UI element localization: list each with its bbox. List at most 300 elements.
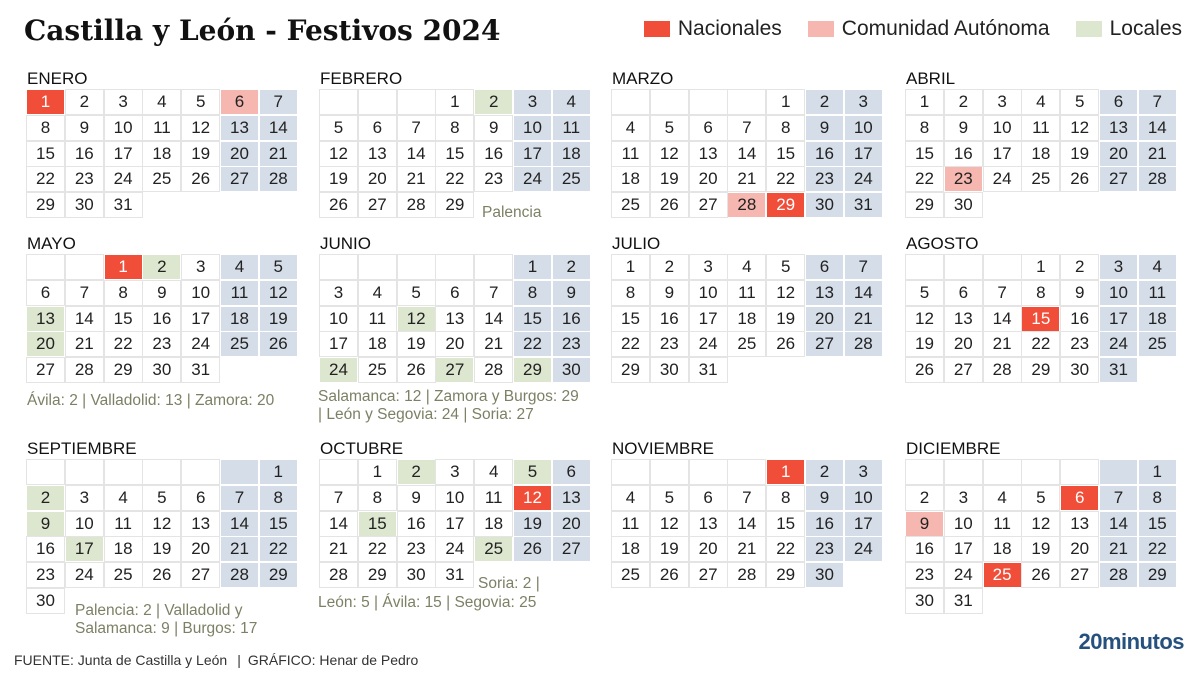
page-title: Castilla y León - Festivos 2024	[24, 14, 501, 47]
day-cell: 2	[398, 460, 435, 484]
day-cell: 7	[1100, 486, 1137, 510]
day-cell: 4	[612, 486, 649, 510]
empty-day-cell	[906, 255, 943, 279]
day-cell: 8	[359, 486, 396, 510]
month-marzo	[612, 68, 882, 217]
day-cell: 6	[1100, 90, 1137, 114]
day-cell: 31	[945, 589, 982, 613]
day-cell: 23	[651, 332, 688, 356]
day-cell: 17	[945, 537, 982, 561]
day-cell: 15	[359, 512, 396, 536]
day-cell: 30	[906, 589, 943, 613]
day-cell: 6	[359, 116, 396, 140]
day-cell: 5	[767, 255, 804, 279]
day-cell: 17	[845, 512, 882, 536]
day-cell: 27	[690, 193, 727, 217]
day-cell: 11	[728, 281, 765, 305]
day-cell: 24	[845, 167, 882, 191]
month-febrero	[320, 68, 590, 217]
day-cell: 19	[320, 167, 357, 191]
legend-label-comunidad: Comunidad Autónoma	[841, 17, 1050, 40]
day-cell: 20	[182, 537, 219, 561]
day-cell: 21	[1100, 537, 1137, 561]
day-cell: 1	[514, 255, 551, 279]
day-cell: 23	[553, 332, 590, 356]
day-cell: 14	[221, 512, 258, 536]
month-name: AGOSTO	[906, 234, 979, 253]
empty-day-cell	[612, 460, 649, 484]
day-cell: 14	[320, 512, 357, 536]
day-cell: 30	[143, 358, 180, 382]
empty-day-cell	[945, 460, 982, 484]
day-cell: 3	[514, 90, 551, 114]
day-cell: 27	[182, 563, 219, 587]
day-cell: 25	[984, 563, 1021, 587]
day-cell: 22	[1022, 332, 1059, 356]
month-name: SEPTIEMBRE	[27, 439, 137, 458]
month-name: MARZO	[612, 69, 674, 88]
day-cell: 17	[845, 142, 882, 166]
day-cell: 14	[728, 142, 765, 166]
note-junio-line1: Salamanca: 12 | Zamora y Burgos: 29	[318, 388, 579, 405]
month-grid	[27, 460, 297, 613]
day-cell: 24	[436, 537, 473, 561]
day-cell: 3	[845, 90, 882, 114]
day-cell: 2	[553, 255, 590, 279]
month-name: DICIEMBRE	[906, 439, 1001, 458]
day-cell: 26	[514, 537, 551, 561]
day-cell: 20	[690, 537, 727, 561]
day-cell: 29	[1139, 563, 1176, 587]
day-cell: 26	[260, 332, 297, 356]
empty-day-cell	[1061, 460, 1098, 484]
day-cell: 7	[66, 281, 103, 305]
month-octubre	[320, 438, 590, 587]
empty-day-cell	[945, 255, 982, 279]
day-cell: 28	[845, 332, 882, 356]
day-cell: 15	[767, 142, 804, 166]
day-cell: 30	[66, 193, 103, 217]
day-cell: 13	[690, 512, 727, 536]
day-cell: 7	[398, 116, 435, 140]
day-cell: 21	[984, 332, 1021, 356]
day-cell: 24	[514, 167, 551, 191]
day-cell: 9	[906, 512, 943, 536]
day-cell: 27	[690, 563, 727, 587]
day-cell: 22	[27, 167, 64, 191]
day-cell: 17	[320, 332, 357, 356]
legend-item-locales	[1076, 17, 1182, 41]
day-cell: 22	[359, 537, 396, 561]
empty-day-cell	[398, 90, 435, 114]
day-cell: 22	[514, 332, 551, 356]
day-cell: 11	[612, 512, 649, 536]
day-cell: 14	[728, 512, 765, 536]
day-cell: 25	[105, 563, 142, 587]
day-cell: 22	[105, 332, 142, 356]
day-cell: 30	[398, 563, 435, 587]
month-name: MAYO	[27, 234, 76, 253]
day-cell: 19	[651, 537, 688, 561]
day-cell: 26	[182, 167, 219, 191]
day-cell: 3	[1100, 255, 1137, 279]
day-cell: 8	[105, 281, 142, 305]
day-cell: 17	[436, 512, 473, 536]
empty-day-cell	[359, 255, 396, 279]
day-cell: 20	[1100, 142, 1137, 166]
day-cell: 19	[514, 512, 551, 536]
day-cell: 19	[1022, 537, 1059, 561]
day-cell: 3	[945, 486, 982, 510]
day-cell: 28	[984, 358, 1021, 382]
day-cell: 4	[143, 90, 180, 114]
day-cell: 16	[553, 307, 590, 331]
legend	[618, 17, 1182, 41]
day-cell: 27	[221, 167, 258, 191]
day-cell: 6	[27, 281, 64, 305]
legend-item-comunidad	[808, 17, 1050, 41]
day-cell: 1	[27, 90, 64, 114]
day-cell: 12	[651, 512, 688, 536]
day-cell: 3	[436, 460, 473, 484]
empty-day-cell	[1100, 460, 1137, 484]
day-cell: 6	[1061, 486, 1098, 510]
day-cell: 21	[845, 307, 882, 331]
day-cell: 13	[359, 142, 396, 166]
day-cell: 27	[359, 193, 396, 217]
day-cell: 18	[143, 142, 180, 166]
day-cell: 30	[27, 589, 64, 613]
day-cell: 21	[728, 167, 765, 191]
day-cell: 9	[553, 281, 590, 305]
month-name: NOVIEMBRE	[612, 439, 715, 458]
day-cell: 16	[651, 307, 688, 331]
day-cell: 18	[1139, 307, 1176, 331]
day-cell: 16	[945, 142, 982, 166]
day-cell: 15	[27, 142, 64, 166]
day-cell: 29	[359, 563, 396, 587]
day-cell: 26	[143, 563, 180, 587]
day-cell: 2	[1061, 255, 1098, 279]
month-mayo	[27, 233, 297, 382]
day-cell: 30	[553, 358, 590, 382]
day-cell: 23	[1061, 332, 1098, 356]
day-cell: 26	[398, 358, 435, 382]
day-cell: 6	[945, 281, 982, 305]
day-cell: 9	[66, 116, 103, 140]
day-cell: 6	[553, 460, 590, 484]
day-cell: 27	[553, 537, 590, 561]
day-cell: 21	[66, 332, 103, 356]
day-cell: 31	[690, 358, 727, 382]
day-cell: 11	[475, 486, 512, 510]
day-cell: 27	[27, 358, 64, 382]
day-cell: 18	[612, 167, 649, 191]
day-cell: 28	[320, 563, 357, 587]
day-cell: 1	[906, 90, 943, 114]
day-cell: 21	[260, 142, 297, 166]
day-cell: 12	[398, 307, 435, 331]
day-cell: 23	[143, 332, 180, 356]
day-cell: 2	[143, 255, 180, 279]
note-septiembre-line2: Salamanca: 9 | Burgos: 17	[75, 620, 258, 637]
day-cell: 19	[182, 142, 219, 166]
empty-day-cell	[651, 460, 688, 484]
day-cell: 6	[221, 90, 258, 114]
day-cell: 10	[1100, 281, 1137, 305]
day-cell: 17	[105, 142, 142, 166]
day-cell: 24	[105, 167, 142, 191]
day-cell: 9	[27, 512, 64, 536]
brand-logo: 20minutos	[1078, 629, 1184, 654]
day-cell: 1	[767, 90, 804, 114]
day-cell: 29	[27, 193, 64, 217]
day-cell: 16	[806, 142, 843, 166]
day-cell: 28	[221, 563, 258, 587]
day-cell: 26	[1022, 563, 1059, 587]
note-mayo: Ávila: 2 | Valladolid: 13 | Zamora: 20	[27, 392, 275, 409]
day-cell: 3	[105, 90, 142, 114]
day-cell: 29	[1022, 358, 1059, 382]
legend-swatch-nacionales	[644, 21, 670, 37]
day-cell: 1	[1139, 460, 1176, 484]
day-cell: 5	[514, 460, 551, 484]
day-cell: 8	[1022, 281, 1059, 305]
day-cell: 5	[906, 281, 943, 305]
day-cell: 30	[651, 358, 688, 382]
day-cell: 22	[767, 167, 804, 191]
day-cell: 18	[553, 142, 590, 166]
day-cell: 30	[806, 193, 843, 217]
day-cell: 7	[845, 255, 882, 279]
day-cell: 26	[1061, 167, 1098, 191]
day-cell: 1	[767, 460, 804, 484]
day-cell: 2	[906, 486, 943, 510]
day-cell: 8	[514, 281, 551, 305]
day-cell: 9	[651, 281, 688, 305]
day-cell: 14	[1139, 116, 1176, 140]
day-cell: 25	[1139, 332, 1176, 356]
day-cell: 29	[767, 193, 804, 217]
day-cell: 5	[651, 486, 688, 510]
month-grid	[906, 90, 1176, 217]
day-cell: 16	[398, 512, 435, 536]
day-cell: 24	[1100, 332, 1137, 356]
day-cell: 10	[945, 512, 982, 536]
day-cell: 7	[320, 486, 357, 510]
note-octubre-line1: Soria: 2 |	[478, 575, 540, 592]
day-cell: 1	[436, 90, 473, 114]
day-cell: 2	[806, 90, 843, 114]
day-cell: 28	[66, 358, 103, 382]
day-cell: 4	[1022, 90, 1059, 114]
day-cell: 6	[690, 486, 727, 510]
day-cell: 27	[436, 358, 473, 382]
day-cell: 22	[260, 537, 297, 561]
day-cell: 29	[514, 358, 551, 382]
month-grid	[27, 255, 297, 382]
day-cell: 20	[27, 332, 64, 356]
day-cell: 18	[728, 307, 765, 331]
day-cell: 14	[475, 307, 512, 331]
day-cell: 13	[436, 307, 473, 331]
month-septiembre	[27, 438, 297, 613]
month-grid	[320, 90, 590, 217]
day-cell: 10	[66, 512, 103, 536]
empty-day-cell	[320, 255, 357, 279]
day-cell: 13	[221, 116, 258, 140]
day-cell: 11	[1139, 281, 1176, 305]
note-septiembre-line1: Palencia: 2 | Valladolid y	[75, 602, 243, 619]
legend-label-locales: Locales	[1109, 17, 1182, 40]
day-cell: 22	[767, 537, 804, 561]
day-cell: 12	[1061, 116, 1098, 140]
day-cell: 5	[1061, 90, 1098, 114]
day-cell: 27	[1100, 167, 1137, 191]
empty-day-cell	[475, 255, 512, 279]
day-cell: 23	[945, 167, 982, 191]
day-cell: 21	[320, 537, 357, 561]
day-cell: 13	[1100, 116, 1137, 140]
empty-day-cell	[728, 90, 765, 114]
month-enero	[27, 68, 297, 217]
day-cell: 16	[906, 537, 943, 561]
day-cell: 9	[806, 116, 843, 140]
day-cell: 1	[359, 460, 396, 484]
day-cell: 12	[143, 512, 180, 536]
day-cell: 25	[1022, 167, 1059, 191]
day-cell: 3	[66, 486, 103, 510]
day-cell: 13	[27, 307, 64, 331]
empty-day-cell	[66, 460, 103, 484]
day-cell: 4	[612, 116, 649, 140]
day-cell: 3	[182, 255, 219, 279]
month-grid	[906, 460, 1176, 613]
day-cell: 20	[1061, 537, 1098, 561]
day-cell: 2	[806, 460, 843, 484]
day-cell: 19	[143, 537, 180, 561]
day-cell: 4	[728, 255, 765, 279]
day-cell: 31	[436, 563, 473, 587]
day-cell: 5	[260, 255, 297, 279]
day-cell: 24	[984, 167, 1021, 191]
day-cell: 14	[260, 116, 297, 140]
day-cell: 26	[651, 193, 688, 217]
day-cell: 11	[1022, 116, 1059, 140]
day-cell: 11	[105, 512, 142, 536]
day-cell: 7	[475, 281, 512, 305]
empty-day-cell	[651, 90, 688, 114]
day-cell: 10	[182, 281, 219, 305]
day-cell: 17	[690, 307, 727, 331]
empty-day-cell	[320, 90, 357, 114]
day-cell: 23	[66, 167, 103, 191]
day-cell: 15	[1022, 307, 1059, 331]
day-cell: 19	[260, 307, 297, 331]
day-cell: 9	[143, 281, 180, 305]
day-cell: 5	[143, 486, 180, 510]
day-cell: 14	[1100, 512, 1137, 536]
day-cell: 17	[66, 537, 103, 561]
day-cell: 7	[728, 116, 765, 140]
day-cell: 10	[845, 116, 882, 140]
legend-label-nacionales: Nacionales	[677, 17, 782, 40]
month-grid	[320, 460, 590, 587]
day-cell: 31	[105, 193, 142, 217]
day-cell: 10	[436, 486, 473, 510]
day-cell: 9	[398, 486, 435, 510]
legend-swatch-comunidad	[808, 21, 834, 37]
day-cell: 8	[1139, 486, 1176, 510]
day-cell: 24	[845, 537, 882, 561]
empty-day-cell	[320, 460, 357, 484]
day-cell: 8	[612, 281, 649, 305]
day-cell: 19	[651, 167, 688, 191]
day-cell: 25	[728, 332, 765, 356]
day-cell: 20	[436, 332, 473, 356]
month-junio	[320, 233, 590, 382]
day-cell: 31	[1100, 358, 1137, 382]
day-cell: 7	[728, 486, 765, 510]
day-cell: 14	[845, 281, 882, 305]
day-cell: 29	[612, 358, 649, 382]
empty-day-cell	[984, 255, 1021, 279]
empty-day-cell	[690, 90, 727, 114]
day-cell: 5	[320, 116, 357, 140]
day-cell: 15	[105, 307, 142, 331]
day-cell: 17	[514, 142, 551, 166]
day-cell: 15	[767, 512, 804, 536]
day-cell: 28	[728, 563, 765, 587]
day-cell: 29	[906, 193, 943, 217]
day-cell: 25	[612, 563, 649, 587]
day-cell: 16	[143, 307, 180, 331]
legend-swatch-locales	[1076, 21, 1102, 37]
day-cell: 18	[612, 537, 649, 561]
day-cell: 8	[27, 116, 64, 140]
day-cell: 6	[182, 486, 219, 510]
day-cell: 24	[690, 332, 727, 356]
day-cell: 24	[66, 563, 103, 587]
day-cell: 1	[612, 255, 649, 279]
day-cell: 1	[105, 255, 142, 279]
day-cell: 21	[475, 332, 512, 356]
month-diciembre	[906, 438, 1176, 613]
day-cell: 1	[260, 460, 297, 484]
empty-day-cell	[728, 460, 765, 484]
day-cell: 23	[806, 537, 843, 561]
day-cell: 6	[436, 281, 473, 305]
day-cell: 21	[1139, 142, 1176, 166]
day-cell: 13	[945, 307, 982, 331]
empty-day-cell	[398, 255, 435, 279]
month-name: FEBRERO	[320, 69, 403, 88]
day-cell: 4	[359, 281, 396, 305]
month-julio	[612, 233, 882, 382]
day-cell: 5	[398, 281, 435, 305]
footer	[14, 652, 418, 668]
empty-day-cell	[27, 460, 64, 484]
day-cell: 13	[553, 486, 590, 510]
day-cell: 17	[1100, 307, 1137, 331]
day-cell: 25	[553, 167, 590, 191]
day-cell: 11	[553, 116, 590, 140]
day-cell: 24	[320, 358, 357, 382]
footer-credit: GRÁFICO: Henar de Pedro	[247, 652, 419, 668]
month-grid	[612, 90, 882, 217]
month-agosto	[906, 233, 1176, 382]
day-cell: 22	[436, 167, 473, 191]
